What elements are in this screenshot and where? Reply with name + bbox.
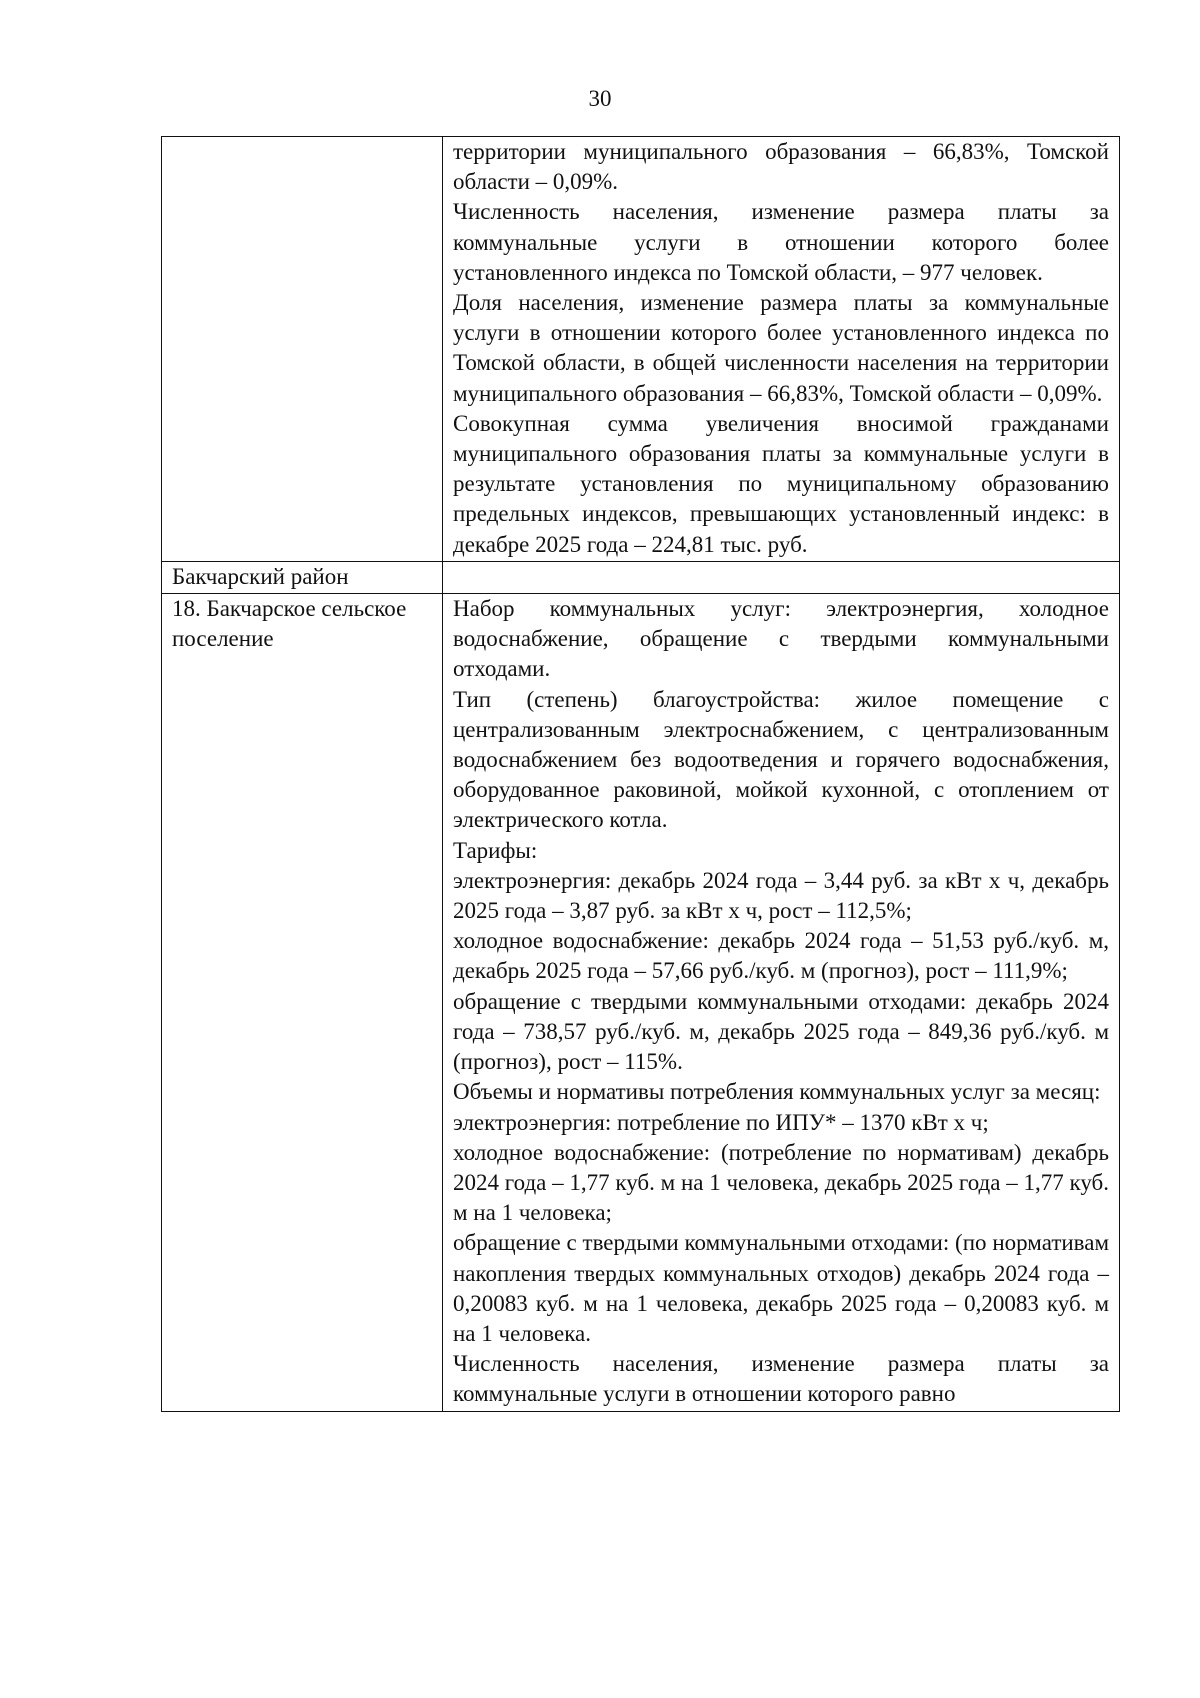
row-name-cell: [162, 137, 443, 562]
table-row: [162, 137, 1120, 562]
description-paragraph: электроэнергия: потребление по ИПУ* – 1370 кВт х ч;: [453, 1109, 989, 1135]
table-row: [162, 594, 1120, 1411]
description-paragraph: обращение с твердыми коммунальными отходами: (по нормативам накопления твердых коммунальных отходов) декабрь 2024 года – 0,20083 куб. м на 1 человека, декабрь 2025 года – 0,20083 куб. м на 1 человека.: [453, 1230, 1109, 1346]
description-paragraph: Численность населения, изменение размера платы за коммунальные услуги в отношении которого более установленного индекса по Томской области, – 977 человек.: [453, 199, 1109, 285]
region-cell: [162, 561, 443, 593]
description-paragraph: обращение с твердыми коммунальными отходами: декабрь 2024 года – 738,57 руб./куб. м, декабрь 2025 года – 849,36 руб./куб. м (прогноз), рост – 115%.: [453, 988, 1109, 1075]
description-paragraph: Численность населения, изменение размера платы за коммунальные услуги в отношении которого равно: [453, 1351, 1109, 1407]
settlement-name: 18. Бакчарское сельское поселение: [172, 596, 407, 652]
description-paragraph: Тарифы:: [453, 837, 538, 863]
description-paragraph: Доля населения, изменение размера платы за коммунальные услуги в отношении которого более установленного индекса по Томской области, в общей численности населения на территории муниципального образования – 66,83%, Томской области – 0,09%.: [453, 290, 1109, 406]
description-paragraph: холодное водоснабжение: (потребление по нормативам) декабрь 2024 года – 1,77 куб. м на 1 человека, декабрь 2025 года – 1,77 куб. м на 1 человека;: [453, 1139, 1109, 1226]
document-table: [161, 136, 1120, 1412]
row-name-cell: [162, 594, 443, 1411]
region-name: Бакчарский район: [172, 563, 349, 589]
description-paragraph: Тип (степень) благоустройства: жилое помещение с централизованным электроснабжением, с централизованным водоснабжением без водоотведения и горячего водоснабжения, оборудованное раковиной, мойкой кухонной, с отоплением от электрического котла.: [453, 686, 1109, 833]
description-paragraph: территории муниципального образования – 66,83%, Томской области – 0,09%.: [453, 139, 1109, 195]
description-paragraph: Набор коммунальных услуг: электроэнергия, холодное водоснабжение, обращение с твердыми коммунальными отходами.: [453, 596, 1109, 682]
description-paragraph: Объемы и нормативы потребления коммунальных услуг за месяц:: [453, 1079, 1101, 1105]
row-description-cell: [443, 561, 1120, 593]
table-row: [162, 561, 1120, 593]
page-number: 30: [588, 86, 612, 111]
description-paragraph: холодное водоснабжение: декабрь 2024 года – 51,53 руб./куб. м, декабрь 2025 года – 57,66 руб./куб. м (прогноз), рост – 111,9%;: [453, 928, 1109, 984]
description-paragraph: Совокупная сумма увеличения вносимой гражданами муниципального образования платы за коммунальные услуги в результате установления по муниципальному образованию предельных индексов, превышающих установленный индекс: в декабре 2025 года – 224,81 тыс. руб.: [453, 410, 1109, 557]
row-description-cell: [443, 594, 1120, 1411]
description-paragraph: электроэнергия: декабрь 2024 года – 3,44 руб. за кВт х ч, декабрь 2025 года – 3,87 руб. за кВт х ч, рост – 112,5%;: [453, 867, 1109, 924]
row-description-cell: [443, 137, 1120, 562]
